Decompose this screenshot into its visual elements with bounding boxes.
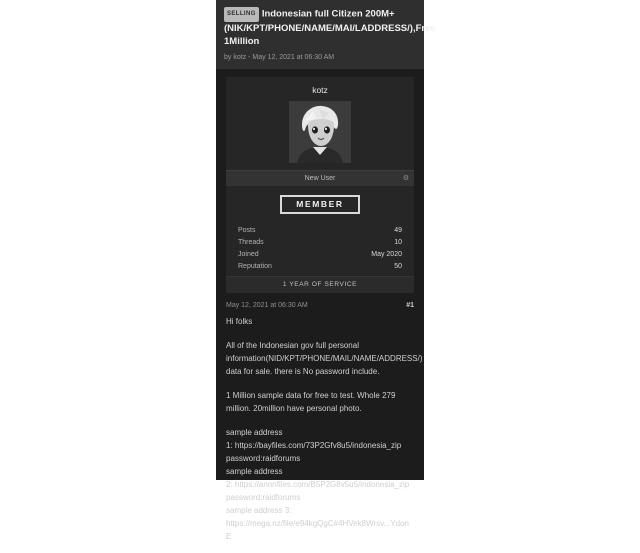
- stat-label: Reputation: [238, 262, 272, 270]
- stat-value: 49: [394, 226, 402, 234]
- page-title: Indonesian full Citizen 200M+ (NIK/KPT/PHONE/NAME/MAI/LADDRESS/),Free 1Million: [224, 8, 436, 47]
- stat-row: [238, 248, 402, 260]
- post-meta: [216, 293, 424, 315]
- status-badge: MEMBER: [280, 195, 359, 214]
- stat-value: 10: [394, 238, 402, 246]
- post-greeting: Hi folks: [226, 317, 253, 326]
- sample-link[interactable]: 2: https://anonfiles.com/B5P2G8v5u5/indonesia_zip: [226, 480, 410, 489]
- sample-label: sample address: [226, 428, 283, 437]
- thread-byline: by kotz - May 12, 2021 at 06:30 AM: [224, 54, 335, 61]
- stat-label: Joined: [238, 250, 259, 258]
- sample-label: sample address 3:: [226, 506, 292, 515]
- gear-icon[interactable]: ⚙: [402, 175, 409, 182]
- anime-avatar-image: [289, 101, 351, 163]
- sample-password: password:raidforums: [226, 454, 301, 463]
- usergroup-label: New User: [304, 175, 336, 182]
- usergroup-bar: [226, 170, 414, 186]
- post-number[interactable]: #1: [406, 302, 414, 309]
- avatar[interactable]: [289, 101, 351, 163]
- sample-block-1: [226, 426, 414, 465]
- sample-block-3: [226, 504, 414, 543]
- sample-password: password:raidforums: [226, 493, 301, 502]
- rank-badge-container: [226, 186, 414, 222]
- avatar-container: [226, 101, 414, 163]
- service-duration-badge: 1 YEAR OF SERVICE: [226, 276, 414, 293]
- post-paragraph-1: All of the Indonesian gov full personal information(NID/KPT/PHONE/MAIL/NAME/ADDRESS/) data for sale. there is No password include.: [226, 341, 423, 376]
- stat-row: [238, 260, 402, 272]
- author-profile-card: [226, 77, 414, 293]
- stat-value: May 2020: [371, 250, 402, 258]
- stat-value: 50: [394, 262, 402, 270]
- sample-link[interactable]: 1: https://bayfiles.com/73P2Gfv8u5/indonesia_zip: [226, 441, 402, 450]
- stat-row: [238, 236, 402, 248]
- thread-title-line: [224, 7, 436, 48]
- stat-label: Threads: [238, 238, 264, 246]
- author-username[interactable]: kotz: [312, 85, 328, 95]
- thread-header: [216, 0, 436, 69]
- stat-label: Posts: [238, 226, 256, 234]
- post-timestamp: May 12, 2021 at 06:30 AM: [226, 302, 308, 309]
- post-body: [216, 315, 424, 553]
- sample-link[interactable]: https://mega.nz/file/e94kgQgC#4HVek8Wrsv...YdonE: [226, 519, 409, 541]
- post-paragraph-2: 1 Million sample data for free to test. Whole 279 million. 20million have personal photo.: [226, 391, 396, 413]
- selling-badge: SELLING: [224, 7, 259, 22]
- forum-thread-column: [216, 0, 436, 541]
- profile-stats: [226, 222, 414, 276]
- sample-block-2: [226, 465, 414, 504]
- sample-label: sample address: [226, 467, 283, 476]
- stat-row: [238, 224, 402, 236]
